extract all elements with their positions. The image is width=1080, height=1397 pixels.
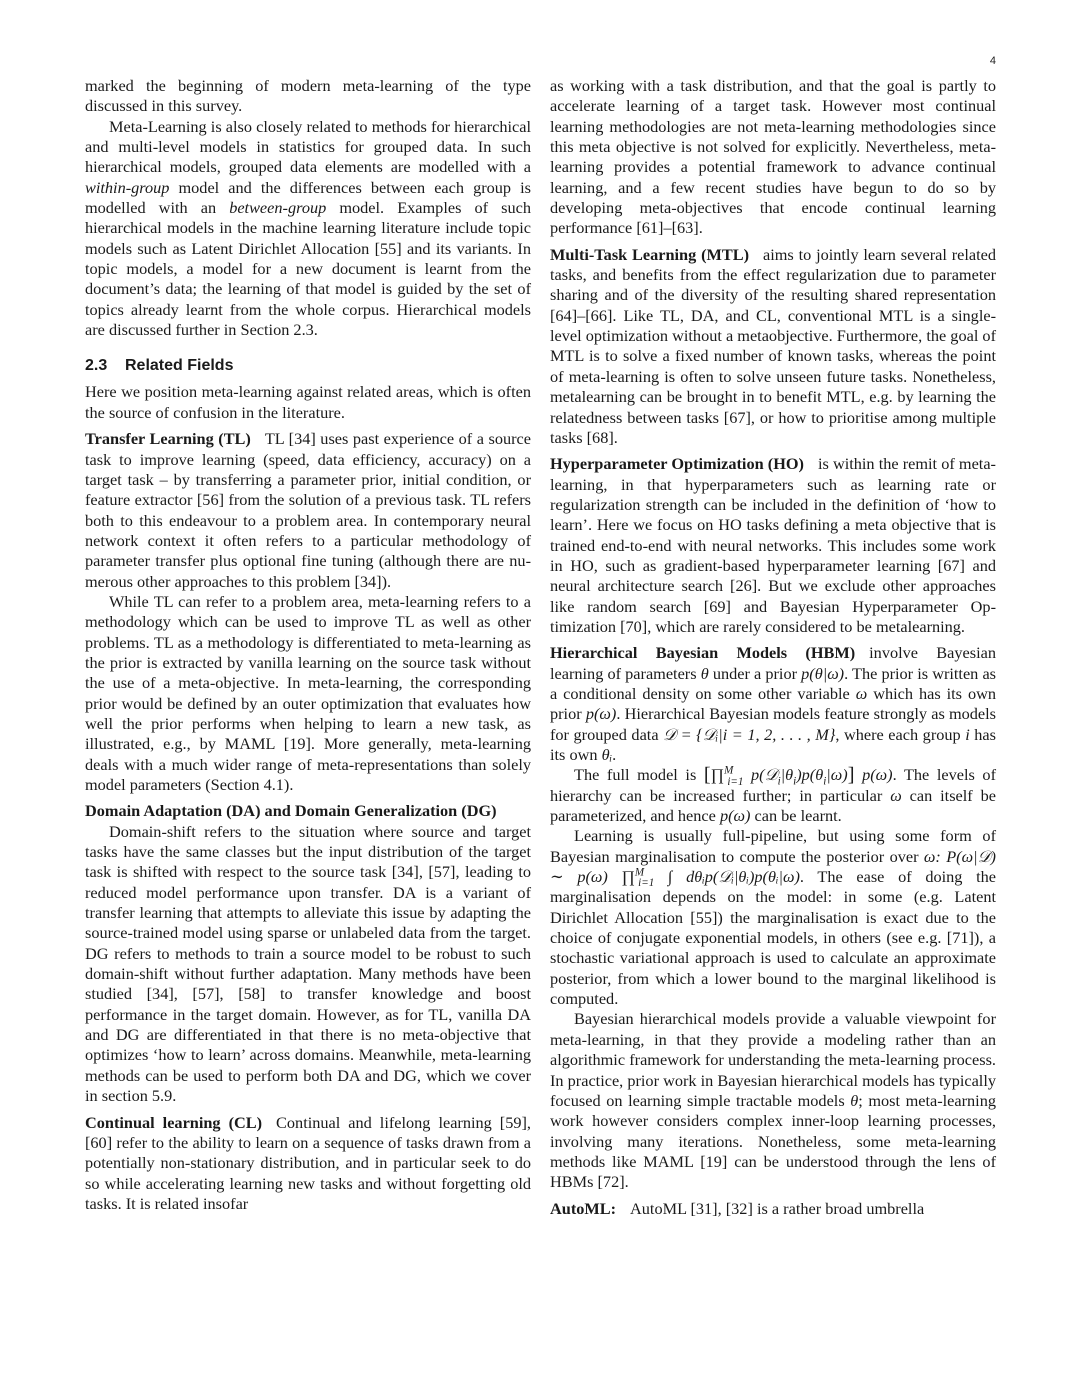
- math-sup: M: [634, 866, 645, 879]
- text-run: has its own: [550, 724, 996, 764]
- math-p-omega: p(ω): [585, 704, 617, 724]
- math-sup: M: [724, 764, 734, 777]
- math-grouped-data: 𝒟 = {𝒟ᵢ|i = 1, 2, . . . , M}: [663, 724, 836, 744]
- text-run: Bayesian hierarchical models provide a valuable viewpoint for meta-learning, in that they provide a modeling rather than an algorithmic framework for understanding the meta-learning process. In practice, prior work in Bayesian hierarchical models has typically focused on learning simple tractable models: [550, 1009, 996, 1110]
- bracket-close: ]: [847, 764, 855, 787]
- paragraph-transfer-learning: [85, 429, 531, 592]
- math-sub: i=1: [727, 775, 744, 788]
- math-full-model-product: ∏$^M_{i=1}$ $p(𝒟_i|\theta_i)p(\theta_i|\omega)$: [710, 764, 848, 788]
- math-product-symbol: ∏: [621, 867, 635, 887]
- paragraph-tl-vs-meta: While TL can refer to a problem area, meta-learning refers to a methodology which can be used to improve TL as well as other problems. TL as a methodology is differentiated to meta-learning as the prior is extracted by vanilla learning on the source task without the use of a meta-objective. In meta-learning, the corresponding prior would be defined by an outer optimization that evaluates how well the prior performs when helping to learn a new task, as illustrated, e.g., by MAML [19]. More generally, meta-learning deals with a much wider range of meta-representations than solely model parameters (Section 4.1).: [85, 591, 531, 794]
- text-run: . The levels of hierarchy can be increased further; in particular: [550, 765, 996, 805]
- text-run: . The prior is written as a conditional density on some other variable: [550, 663, 997, 703]
- text-run: involve Bayesian learning of parameters: [550, 643, 996, 683]
- text-run: can itself be parameterized, and hence: [550, 785, 996, 826]
- text-run: which has its own prior: [550, 683, 996, 724]
- text-run: . The ease of doing the marginalisation depends on the model: in some (e.g. Latent Dirichlet Allocation [55]) the marginalisation is exact due to the choice of conjugate exponential models, in others (see e.g. [71]), a stochastic variational approach is used to calculate an approximate posterior, from which a lower bound to the marginal likelihood is computed.: [550, 867, 996, 1009]
- paragraph-hierarchical-bayesian-models: [550, 643, 996, 765]
- text-run: .: [612, 745, 617, 764]
- math-theta: θ: [700, 663, 709, 683]
- paragraph-continual-learning-continuation: as working with a task distribution, and that the goal is partly to accelerate learning of a target task. However most continual learning methodologies are not meta-learning methodologies since this meta objective is not solved for explicitly. Nevertheless, meta-learning provides a potential framework to advance continual learning, and a few recent studies have begun to do so by developing meta-objectives that encode continual learning performance [61]–[63].: [550, 76, 996, 238]
- math-theta-i: θᵢ: [601, 745, 613, 764]
- text-run: aims to jointly learn several related tasks, and benefits from the effect regularization due to parameter sharing and of the diversity of the resulting shared representation [64]–[66]. Like TL, DA, and CL, conventional MTL is a single-level optimization without a metaobjective. Furthermore, the goal of MTL is to solve a fixed number of known tasks, whereas the point of meta-learning is often to solve unseen future tasks. Nonetheless, metalearning can be brought in to benefit MTL, e.g. by learning the relatedness between tasks [67], or how to prioritise among multiple tasks [68].: [550, 244, 996, 447]
- text-run: model. Examples of such hierarchical models in the machine learning literature include topic models such as Latent Dirichlet Allocation [55] and its variants. In topic models, a model for a new document is learnt from the document’s data; the learning of that model is guided by the set of topics already learnt from the whole corpus. Hierarchical models are discussed further in Section 2.3.: [85, 198, 532, 340]
- text-run: AutoML [31], [32] is a rather broad umbrella: [630, 1198, 925, 1218]
- run-in-heading-hyperparameter-optimization: Hyperparameter Optimization (HO): [550, 454, 804, 474]
- text-run: model and the differences between each group is modelled with an: [85, 177, 531, 218]
- paragraph-multi-task-learning: [550, 245, 996, 448]
- paragraph-continual-learning: [85, 1113, 531, 1215]
- page-number: 4: [989, 55, 996, 67]
- text-run: is within the remit of meta-learning, in that hyperparameters such as learning rate or regularization strength can be included in the definition of ‘how to learn’. Here we focus on HO tasks defining a meta objective that is trained end-to-end with neural networks. This includes some work in HO, such as gradient-based hyperparameter learning [67] and neural architecture search [26]. But we exclude other approaches like random search [69] and Bayesian Hyperparameter Optimization [70], which are rarely considered to be metalearning.: [550, 454, 996, 636]
- run-in-heading-domain-adaptation: Domain Adaptation (DA) and Domain Generalization (DG): [85, 801, 497, 821]
- math-i: i: [965, 724, 970, 744]
- run-in-heading-continual-learning: Continual learning (CL): [85, 1112, 263, 1132]
- paragraph-hierarchical-models: [85, 117, 531, 341]
- text-run: . Hierarchical Bayesian models feature strongly as models for grouped data: [550, 704, 996, 744]
- text-run: under a prior: [708, 663, 802, 683]
- section-number: 2.3: [85, 357, 108, 375]
- run-in-heading-hbm: Hierarchical Bayesian Models (HBM): [550, 643, 856, 663]
- math-p-omega: p(ω): [719, 806, 751, 826]
- text-run: ; most meta-learning work however considers complex inner-loop learning processes, involving many iterations. Nonetheless, some meta-learning methods like MAML [19] can be understood through the lens of HBMs [72].: [550, 1090, 996, 1192]
- text-run: Continual and lifelong learning [59], [60] refer to the ability to learn on a sequence of tasks drawn from a potentially non-stationary distribution, and in particular seek to do so while accelerating learning new tasks and without forgetting old tasks. It is related insofar: [85, 1112, 531, 1213]
- run-in-heading-automl: AutoML:: [550, 1198, 617, 1218]
- left-column: [85, 76, 531, 1214]
- paragraph-intro-continuation: marked the beginning of modern meta-learning of the type discussed in this survey.: [85, 76, 531, 116]
- paragraph-marginalisation: [550, 826, 996, 1009]
- section-heading: [85, 356, 531, 376]
- run-in-heading-multi-task-learning: Multi-Task Learning (MTL): [550, 244, 750, 264]
- math-posterior-product: [621, 866, 800, 890]
- paragraph-full-model: [550, 765, 996, 826]
- text-run: The full model is: [574, 765, 704, 785]
- right-column: [550, 76, 996, 1219]
- math-theta: θ: [850, 1090, 859, 1110]
- paragraph-bayesian-viewpoint: [550, 1009, 996, 1192]
- paragraph-domain-adaptation: Domain-shift refers to the situation where source and target tasks have the same classes but the input distribution of the target task is shifted with respect to the source task [34], [57], leading to reduced model performance upon transfer. DA is a variant of transfer learning that attempts to alleviate this issue by adapting the source-trained model using sparse or unlabeled data from the target. DG refers to methods to train a source model to be robust to such domain-shift without further adaptation. Many methods have been studied [34], [57], [58] to transfer knowledge and boost performance in the target domain. However, as for TL, vanilla DA and DG are differentiated in that there is no meta-objective that optimizes ‘how to learn’ across domains. Meanwhile, meta-learning methods can be used to perform both DA and DG, which we cover in section 5.9.: [85, 821, 531, 1106]
- math-p-omega: p(ω): [862, 765, 893, 785]
- text-run: , where each group: [835, 724, 966, 744]
- term-within-group: within-group: [85, 177, 170, 197]
- paragraph-automl: [550, 1199, 996, 1219]
- paragraph-section-intro: Here we position meta-learning against related areas, which is often the source of confusion in the literature.: [85, 382, 531, 422]
- text-run: can be learnt.: [750, 806, 842, 826]
- math-omega: ω: [890, 785, 902, 805]
- text-run: TL [34] uses past experience of a source task to improve learning (speed, data efficiency, accuracy) on a target task – by transferring a parameter prior, initial condition, or feature extractor [56] from the solution of a previous task. TL refers both to this endeavour to a problem area. In contemporary neural network context it often refers to a particular methodology of parameter transfer plus optional fine tuning (although there are numerous other approaches to this problem [34]).: [85, 429, 532, 591]
- text-run: Learning is usually full-pipeline, but using some form of Bayesian marginalisation to compute the posterior over: [550, 826, 996, 866]
- run-in-heading-transfer-learning: Transfer Learning (TL): [85, 429, 251, 449]
- term-between-group: between-group: [229, 198, 327, 218]
- math-sub: i=1: [638, 877, 655, 890]
- math-prior: p(θ|ω): [801, 663, 845, 683]
- math-integral: ∫ dθᵢp(𝒟ᵢ|θᵢ)p(θᵢ|ω): [667, 867, 800, 887]
- bracket-open: [: [703, 764, 711, 787]
- section-title: Related Fields: [125, 357, 234, 375]
- paragraph-hyperparameter-optimization: [550, 454, 996, 637]
- text-run: Meta-Learning is also closely related to methods for hierarchical and multi-level models in statistics for grouped data. In such hierarchical models, grouped data elements are modelled with a: [85, 116, 531, 177]
- math-omega: ω: [855, 683, 868, 703]
- math-posterior: ω: P(ω|𝒟) ∼ p(ω): [550, 846, 996, 887]
